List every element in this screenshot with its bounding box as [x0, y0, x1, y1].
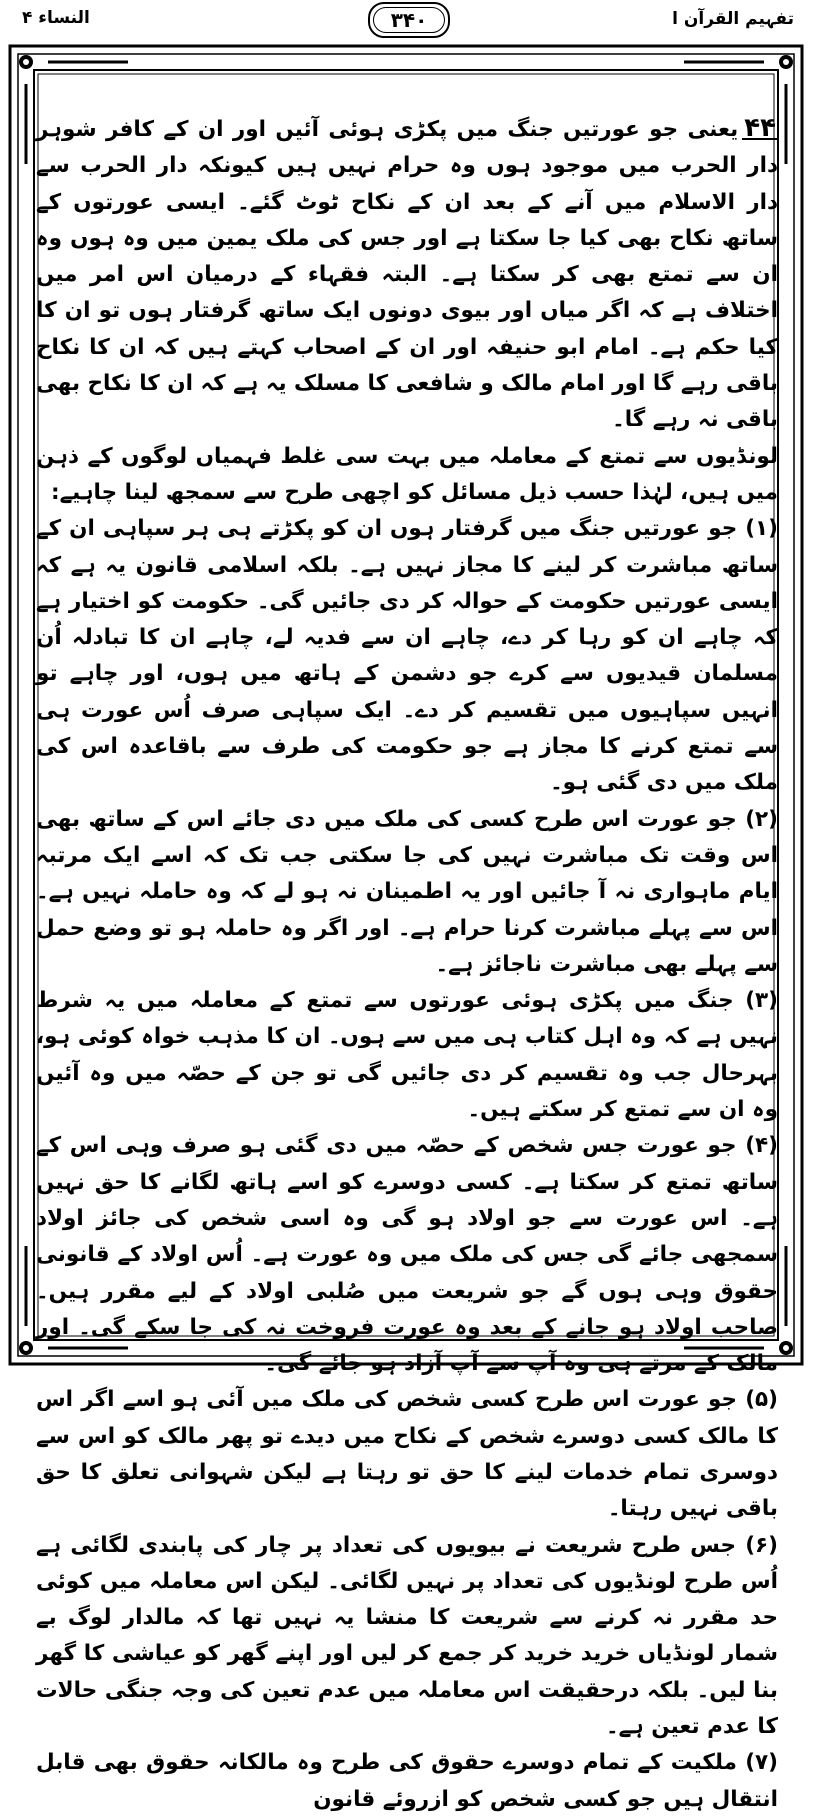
ruling-4: (۴) جو عورت جس شخص کے حصّہ میں دی گئی ہو صرف وہی اس کے ساتھ تمتع کر سکتا ہے۔ کسی دوسرے کو اسے ہاتھ لگانے کا حق نہیں ہے۔ اس عورت سے جو اولاد ہو گی وہ اسی شخص کی جائز اولاد سمجھی جائے گی جس کی ملک میں وہ عورت ہے۔ اُس اولاد کے قانونی حقوق وہی ہوں گے جو شریعت میں صُلبی اولاد کے لیے مقرر ہیں۔ صاحب اولاد ہو جانے کے بعد وہ عورت فروخت نہ کی جا سکے گی۔ اور مالک کے مرتے ہی وہ آپ سے آپ آزاد ہو جائے گی۔ [36, 1133, 778, 1377]
commentary-body [36, 112, 778, 1818]
surah-name: النساء ۴ [22, 8, 90, 28]
page-number-badge [368, 2, 450, 38]
paragraph: لونڈیوں سے تمتع کے معاملہ میں بہت سی غلط فہمیاں لوگوں کے ذہن میں ہیں، لہٰذا حسب ذیل مسائل کو اچھی طرح سے سمجھ لینا چاہیے: [36, 443, 778, 505]
ruling-6: (۶) جس طرح شریعت نے بیویوں کی تعداد پر چار کی پابندی لگائی ہے اُس طرح لونڈیوں کی تعداد پر نہیں لگائی۔ لیکن اس معاملہ میں کوئی حد مقرر نہ کرنے سے شریعت کا منشا یہ نہیں تھا کہ مالدار لوگ بے شمار لونڈیاں خرید خرید کر جمع کر لیں اور اپنے گھر کو عیاشی کا گھر بنا لیں۔ بلکہ درحقیقت اس معاملہ میں عدم تعین کی وجہ جنگی حالات کا عدم تعین ہے۔ [36, 1532, 778, 1740]
page-number: ۳۴۰ [390, 8, 428, 32]
ruling-7: (۷) ملکیت کے تمام دوسرے حقوق کی طرح وہ مالکانہ حقوق بھی قابل انتقال ہیں جو کسی شخص کو ازروئے قانون [36, 1750, 778, 1812]
ruling-5: (۵) جو عورت اس طرح کسی شخص کی ملک میں آئی ہو اسے اگر اس کا مالک کسی دوسرے شخص کے نکاح میں دیدے تو پھر مالک کو اس سے دوسری تمام خدمات لینے کا حق تو رہتا ہے لیکن شہوانی تعلق کا حق باقی نہیں رہتا۔ [36, 1387, 778, 1522]
ruling-1: (۱) جو عورتیں جنگ میں گرفتار ہوں ان کو پکڑتے ہی ہر سپاہی ان کے ساتھ مباشرت کر لینے کا مجاز نہیں ہے۔ بلکہ اسلامی قانون یہ ہے کہ ایسی عورتیں حکومت کے حوالہ کر دی جائیں گی۔ حکومت کو اختیار ہے کہ چاہے ان کو رہا کر دے، چاہے ان سے فدیہ لے، چاہے ان کا تبادلہ اُن مسلمان قیدیوں سے کرے جو دشمن کے ہاتھ میں ہوں، اور چاہے تو انہیں سپاہیوں میں تقسیم کر دے۔ ایک سپاہی صرف اُس عورت ہی سے تمتع کرنے کا مجاز ہے جو حکومت کی طرف سے باقاعدہ اس کی ملک میں دی گئی ہو۔ [36, 516, 778, 796]
ruling-3: (۳) جنگ میں پکڑی ہوئی عورتوں سے تمتع کے معاملہ میں یہ شرط نہیں ہے کہ وہ اہل کتاب ہی میں سے ہوں۔ ان کا مذہب خواہ کوئی ہو، بہرحال جب وہ تقسیم کر دی جائیں گی تو جن کے حصّہ میں وہ آئیں وہ ان سے تمتع کر سکتے ہیں۔ [36, 988, 778, 1123]
footnote-paragraph [36, 112, 778, 439]
footnote-number: ۴۴ [744, 113, 776, 143]
paragraph-text: یعنی جو عورتیں جنگ میں پکڑی ہوئی آئیں اور ان کے کافر شوہر دار الحرب میں موجود ہوں وہ حرام نہیں ہیں کیونکہ دار الحرب سے دار الاسلام میں آنے کے بعد ان کے نکاح ٹوٹ گئے۔ ایسی عورتوں کے ساتھ نکاح بھی کیا جا سکتا ہے اور جس کی ملک یمین میں وہ ہوں وہ ان سے تمتع بھی کر سکتا ہے۔ البتہ فقہاء کے درمیان اس امر میں اختلاف ہے کہ اگر میاں اور بیوی دونوں ایک ساتھ گرفتار ہوں تو ان کا کیا حکم ہے۔ امام ابو حنیفہ اور ان کے اصحاب کہتے ہیں کہ ان کا نکاح باقی رہے گا اور امام مالک و شافعی کا مسلک یہ ہے کہ ان کا نکاح بھی باقی نہ رہے گا۔ [36, 117, 778, 433]
book-title: تفہیم القرآن ا [672, 9, 794, 29]
page-header [0, 0, 816, 50]
ruling-2: (۲) جو عورت اس طرح کسی کی ملک میں دی جائے اس کے ساتھ بھی اس وقت تک مباشرت نہیں کی جا سکتی جب تک کہ اسے ایک مرتبہ ایام ماہواری نہ آ جائیں اور یہ اطمینان نہ ہو لے کہ وہ حاملہ نہیں ہے۔ اس سے پہلے مباشرت کرنا حرام ہے۔ اور اگر وہ حاملہ ہو تو وضع حمل سے پہلے بھی مباشرت ناجائز ہے۔ [36, 806, 778, 977]
